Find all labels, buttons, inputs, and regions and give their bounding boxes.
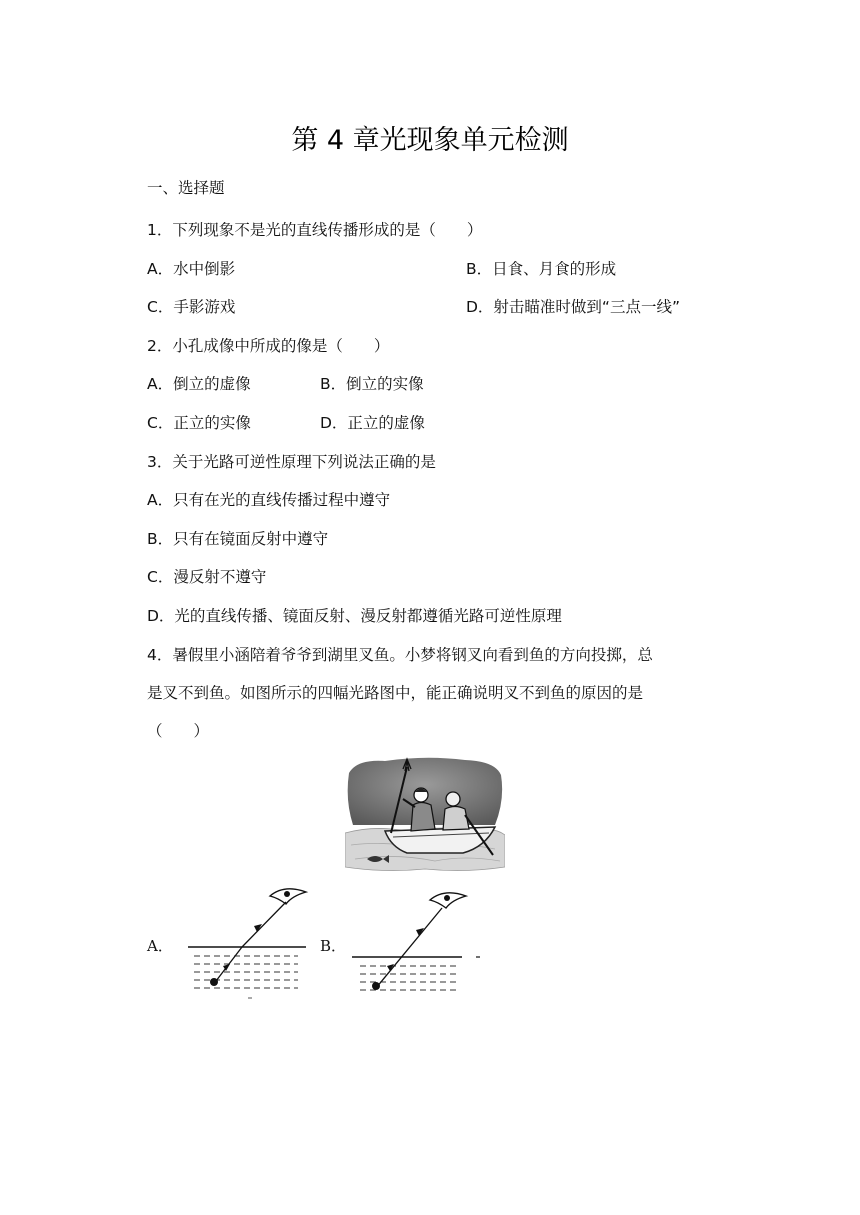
question-4-option-b-label: B．	[320, 937, 347, 955]
question-2-option-a: A．倒立的虚像	[147, 375, 251, 393]
section-heading: 一、选择题	[147, 179, 225, 197]
option-a-light-path-diagram	[186, 880, 310, 1002]
option-b-light-path-diagram	[350, 890, 482, 1000]
question-2-option-d: D．正立的虚像	[320, 414, 425, 432]
question-3-option-d: D．光的直线传播、镜面反射、漫反射都遵循光路可逆性原理	[147, 607, 562, 625]
question-3-option-a: A．只有在光的直线传播过程中遵守	[147, 491, 391, 509]
question-1-option-c: C．手影游戏	[147, 298, 236, 316]
question-4-line-2: 是叉不到鱼。如图所示的四幅光路图中，能正确说明叉不到鱼的原因的是	[147, 684, 644, 702]
question-4-option-a-label: A．	[147, 937, 173, 955]
question-2-stem: 2．小孔成像中所成的像是（ ）	[147, 337, 390, 355]
question-1-stem: 1．下列现象不是光的直线传播形成的是（ ）	[147, 221, 483, 239]
question-4-line-3: （ ）	[147, 722, 210, 740]
question-4-line-1: 4．暑假里小涵陪着爷爷到湖里叉鱼。小梦将钢叉向看到鱼的方向投掷，总	[147, 646, 653, 664]
question-2-option-b: B．倒立的实像	[320, 375, 424, 393]
question-1-option-d: D．射击瞄准时做到“三点一线”	[466, 298, 680, 316]
question-1-option-b: B．日食、月食的形成	[466, 260, 617, 278]
question-2-option-c: C．正立的实像	[147, 414, 251, 432]
question-3-stem: 3．关于光路可逆性原理下列说法正确的是	[147, 453, 436, 471]
question-3-option-b: B．只有在镜面反射中遵守	[147, 530, 329, 548]
question-1-option-a: A．水中倒影	[147, 260, 236, 278]
page-title: 第 4 章光现象单元检测	[291, 125, 569, 156]
question-3-option-c: C．漫反射不遵守	[147, 568, 267, 586]
fishing-scene-illustration	[345, 755, 505, 875]
